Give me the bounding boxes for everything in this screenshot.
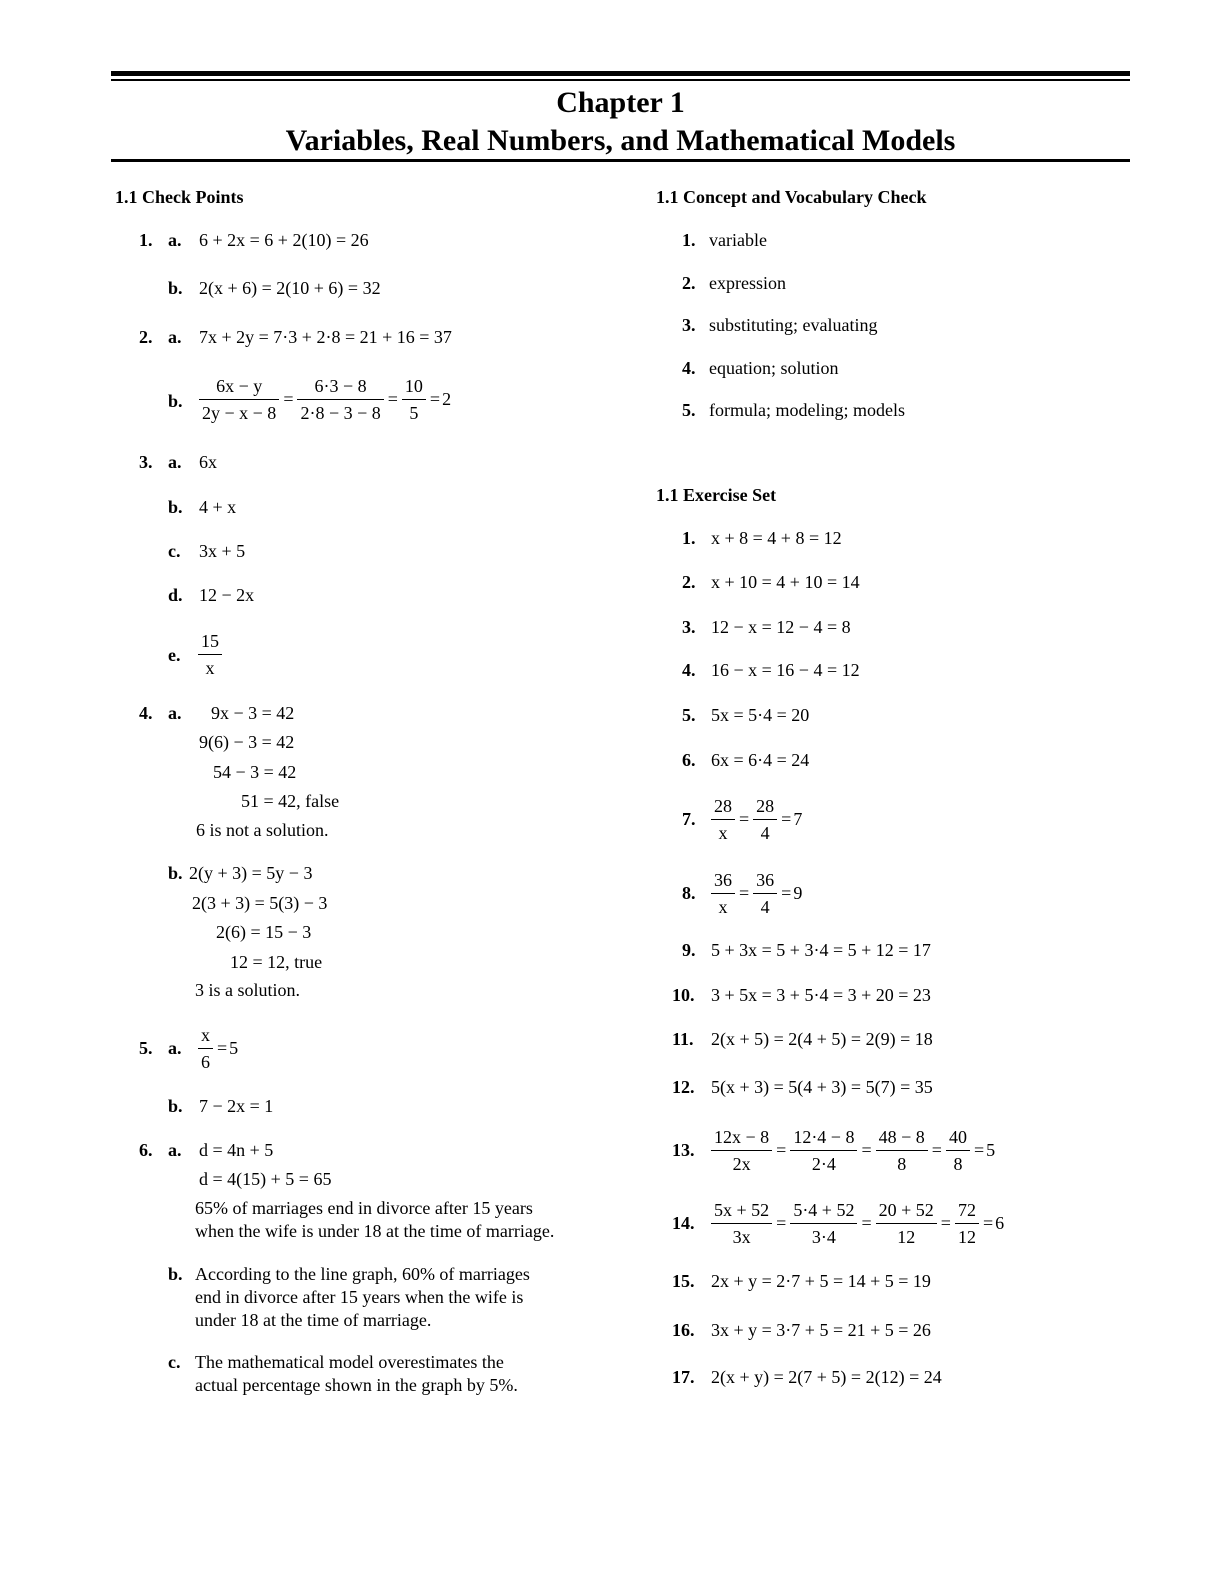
- answer-text: under 18 at the time of marriage.: [195, 1310, 432, 1330]
- part-label: a.: [168, 230, 182, 250]
- answer-text: actual percentage shown in the graph by 5%.: [195, 1375, 518, 1395]
- fraction-equation: $\frac{x}{6}$ = 5: [196, 1022, 238, 1075]
- equation: 6 + 2x = 6 + 2(10) = 26: [199, 230, 369, 250]
- fraction-equation: $\frac{6x - y}{2y - x - 8}$ = $\frac{6\cdot 3 - 8}{2\cdot 8 - 3 - 8}$ = $\frac{10}{5}$ = 2: [197, 373, 451, 426]
- equation: 7x + 2y = 7·3 + 2·8 = 21 + 16 = 37: [199, 327, 452, 347]
- exercise-number: 4.: [682, 660, 696, 680]
- vocab-number: 4.: [682, 358, 696, 378]
- exercise-equation: 2(x + y) = 2(7 + 5) = 2(12) = 24: [711, 1367, 942, 1387]
- chapter-number: Chapter 1: [556, 86, 685, 119]
- exercise-number: 14.: [672, 1213, 695, 1233]
- exercise-equation: 6x = 6·4 = 24: [711, 750, 810, 770]
- fraction: $\frac{x}{6}$: [198, 1022, 213, 1075]
- vocab-answer: formula; modeling; models: [709, 400, 905, 420]
- exercise-equation: 2x + y = 2·7 + 5 = 14 + 5 = 19: [711, 1271, 931, 1291]
- fraction: $\frac{28}{4}$: [753, 793, 777, 846]
- section-heading-check-points: 1.1 Check Points: [115, 187, 244, 207]
- exercise-number: 6.: [682, 750, 696, 770]
- vocab-answer: equation; solution: [709, 358, 839, 378]
- exercise-equation: 3x + y = 3·7 + 5 = 21 + 5 = 26: [711, 1320, 931, 1340]
- part-label: a.: [168, 452, 182, 472]
- solution-line: 12 = 12, true: [230, 952, 323, 972]
- part-label: a.: [168, 1038, 182, 1058]
- exercise-number: 13.: [672, 1140, 695, 1160]
- problem-number: 1.: [139, 230, 153, 250]
- part-label: b.: [168, 391, 183, 411]
- exercise-number: 9.: [682, 940, 696, 960]
- problem-number: 3.: [139, 452, 153, 472]
- solution-line: 51 = 42, false: [241, 791, 340, 811]
- vocab-number: 3.: [682, 315, 696, 335]
- exercise-equation: 12 − x = 12 − 4 = 8: [711, 617, 851, 637]
- solution-line: 2(y + 3) = 5y − 3: [189, 863, 313, 883]
- exercise-number: 7.: [682, 809, 696, 829]
- exercise-equation: x + 8 = 4 + 8 = 12: [711, 528, 842, 548]
- exercise-equation: 2(x + 5) = 2(4 + 5) = 2(9) = 18: [711, 1029, 933, 1049]
- vocab-answer: substituting; evaluating: [709, 315, 878, 335]
- fraction: $\frac{10}{5}$: [402, 373, 426, 426]
- fraction: $\frac{20 + 52}{12}$: [876, 1197, 937, 1250]
- header-rule-thin: [111, 79, 1130, 81]
- solution-line: 54 − 3 = 42: [213, 762, 297, 782]
- title-underline-rule: [111, 159, 1130, 162]
- exercise-number: 1.: [682, 528, 696, 548]
- fraction: $\frac{40}{8}$: [946, 1124, 970, 1177]
- fraction-equation: $\frac{5x + 52}{3x}$ = $\frac{5\cdot 4 + 52}{3\cdot 4}$ = $\frac{20 + 52}{12}$ = $\frac{72}{12}$ = 6: [709, 1197, 1004, 1250]
- fraction: $\frac{5\cdot 4 + 52}{3\cdot 4}$: [790, 1197, 857, 1250]
- part-label: b.: [168, 1264, 183, 1284]
- exercise-number: 5.: [682, 705, 696, 725]
- exercise-number: 8.: [682, 883, 696, 903]
- fraction: $\frac{72}{12}$: [955, 1197, 979, 1250]
- header-rule-thick: [111, 71, 1130, 76]
- part-label: b.: [168, 863, 183, 883]
- part-label: e.: [168, 645, 181, 665]
- part-label: b.: [168, 1096, 183, 1116]
- vocab-answer: expression: [709, 273, 786, 293]
- part-label: c.: [168, 541, 181, 561]
- exercise-number: 16.: [672, 1320, 695, 1340]
- part-label: a.: [168, 1140, 182, 1160]
- exercise-number: 15.: [672, 1271, 695, 1291]
- exercise-number: 2.: [682, 572, 696, 592]
- answer-text: when the wife is under 18 at the time of marriage.: [195, 1221, 555, 1241]
- exercise-equation: 5x = 5·4 = 20: [711, 705, 810, 725]
- exercise-number: 11.: [672, 1029, 694, 1049]
- part-label: a.: [168, 327, 182, 347]
- fraction: $\frac{6x - y}{2y - x - 8}$: [199, 373, 279, 426]
- vocab-answer: variable: [709, 230, 767, 250]
- expression: 4 + x: [199, 497, 237, 517]
- fraction: $\frac{5x + 52}{3x}$: [711, 1197, 772, 1250]
- problem-number: 4.: [139, 703, 153, 723]
- part-label: b.: [168, 497, 183, 517]
- solution-conclusion: 3 is a solution.: [195, 980, 301, 1000]
- part-label: a.: [168, 703, 182, 723]
- fraction: $\frac{36}{x}$: [711, 867, 735, 920]
- exercise-number: 3.: [682, 617, 696, 637]
- answer-text: According to the line graph, 60% of marriages: [195, 1264, 530, 1284]
- fraction: $\frac{12\cdot 4 - 8}{2\cdot 4}$: [790, 1124, 857, 1177]
- solution-line: 9x − 3 = 42: [211, 703, 295, 723]
- fraction: $\frac{15}{x}$: [198, 628, 222, 681]
- chapter-title: Variables, Real Numbers, and Mathematical Models: [285, 124, 956, 157]
- equation: 7 − 2x = 1: [199, 1096, 274, 1116]
- answer-text: 65% of marriages end in divorce after 15 years: [195, 1198, 533, 1218]
- solution-conclusion: 6 is not a solution.: [196, 820, 329, 840]
- fraction: $\frac{36}{4}$: [753, 867, 777, 920]
- fraction-equation: $\frac{12x - 8}{2x}$ = $\frac{12\cdot 4 - 8}{2\cdot 4}$ = $\frac{48 - 8}{8}$ = $\frac{40}{8}$ = 5: [709, 1124, 995, 1177]
- expression: 12 − 2x: [199, 585, 255, 605]
- answer-text: end in divorce after 15 years when the wife is: [195, 1287, 524, 1307]
- fraction: $\frac{28}{x}$: [711, 793, 735, 846]
- solution-line: 9(6) − 3 = 42: [199, 732, 295, 752]
- equation: 2(x + 6) = 2(10 + 6) = 32: [199, 278, 381, 298]
- problem-number: 2.: [139, 327, 153, 347]
- section-heading-vocabulary: 1.1 Concept and Vocabulary Check: [656, 187, 927, 207]
- vocab-number: 2.: [682, 273, 696, 293]
- fraction: $\frac{12x - 8}{2x}$: [711, 1124, 772, 1177]
- exercise-equation: 16 − x = 16 − 4 = 12: [711, 660, 860, 680]
- fraction: $\frac{6\cdot 3 - 8}{2\cdot 8 - 3 - 8}$: [297, 373, 383, 426]
- exercise-number: 12.: [672, 1077, 695, 1097]
- part-label: b.: [168, 278, 183, 298]
- expression: 6x: [199, 452, 217, 472]
- fraction-equation: $\frac{36}{x}$ = $\frac{36}{4}$ = 9: [709, 867, 802, 920]
- part-label: c.: [168, 1352, 181, 1372]
- exercise-number: 10.: [672, 985, 695, 1005]
- problem-number: 6.: [139, 1140, 153, 1160]
- exercise-number: 17.: [672, 1367, 695, 1387]
- vocab-number: 1.: [682, 230, 696, 250]
- equation: d = 4n + 5: [199, 1140, 274, 1160]
- fraction-equation: $\frac{28}{x}$ = $\frac{28}{4}$ = 7: [709, 793, 802, 846]
- equation: d = 4(15) + 5 = 65: [199, 1169, 332, 1189]
- problem-number: 5.: [139, 1038, 153, 1058]
- fraction: $\frac{48 - 8}{8}$: [876, 1124, 928, 1177]
- exercise-equation: 3 + 5x = 3 + 5·4 = 3 + 20 = 23: [711, 985, 931, 1005]
- part-label: d.: [168, 585, 183, 605]
- exercise-equation: 5(x + 3) = 5(4 + 3) = 5(7) = 35: [711, 1077, 933, 1097]
- answer-text: The mathematical model overestimates the: [195, 1352, 504, 1372]
- expression: 3x + 5: [199, 541, 246, 561]
- exercise-equation: x + 10 = 4 + 10 = 14: [711, 572, 860, 592]
- vocab-number: 5.: [682, 400, 696, 420]
- exercise-equation: 5 + 3x = 5 + 3·4 = 5 + 12 = 17: [711, 940, 931, 960]
- solution-line: 2(6) = 15 − 3: [216, 922, 312, 942]
- solution-line: 2(3 + 3) = 5(3) − 3: [192, 893, 328, 913]
- fraction-expression: [196, 628, 224, 681]
- section-heading-exercise-set: 1.1 Exercise Set: [656, 485, 777, 505]
